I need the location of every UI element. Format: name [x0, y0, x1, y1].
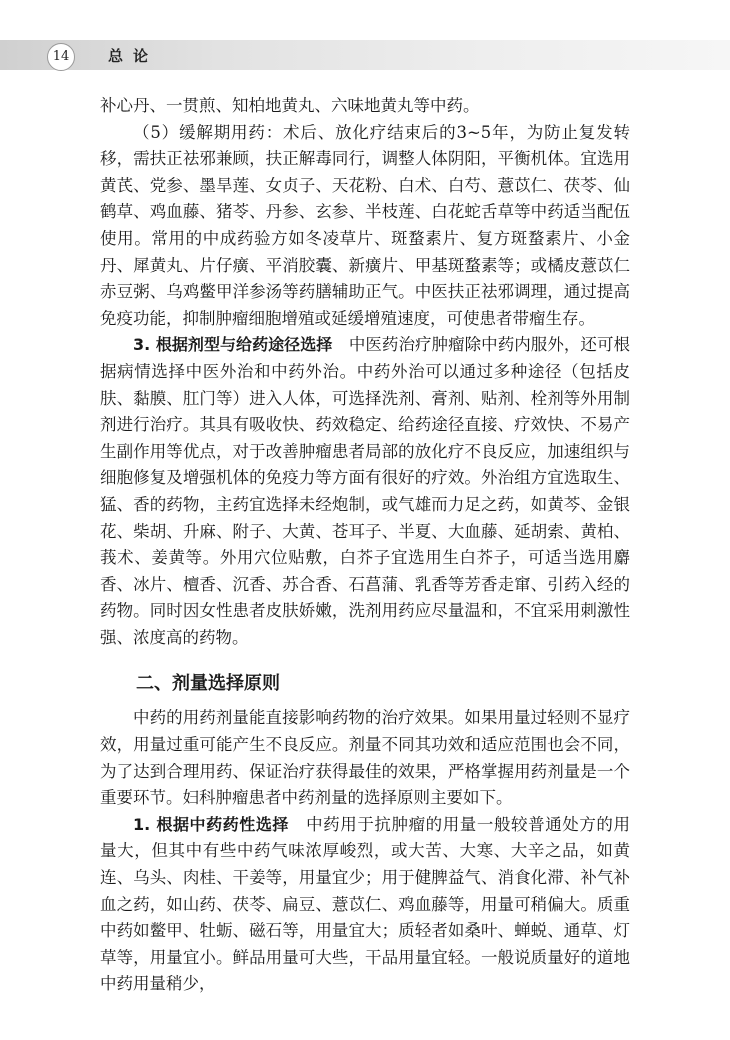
paragraph-1: 补心丹、一贯煎、知柏地黄丸、六味地黄丸等中药。 [100, 96, 480, 115]
paragraph-3-text: 中医药治疗肿瘤除中药内服外，还可根据病情选择中医外治和中药外治。中药外治可以通过多种途径（包括皮肤、黏膜、肛门等）进入人体，可选择洗剂、膏剂、贴剂、栓剂等外用制剂进行治疗。其具有吸收快、药效稳定、给药途径直接、疗效快、不易产生副作用等优点，对于改善肿瘤患者局部的放化疗不良反应，加速组织与细胞修复及增强机体的免疫力等方面有很好的疗效。外治组方宜选取生、猛、香的药物，主药宜选择未经炮制，或气雄而力足之药，如黄芩、金银花、柴胡、升麻、附子、大黄、苍耳子、半夏、大血藤、延胡索、黄柏、莪术、姜黄等。外用穴位贴敷，白芥子宜选用生白芥子，可适当选用麝香、冰片、檀香、沉香、苏合香、石菖蒲、乳香等芳香走窜、引药入经的药物。同时因女性患者皮肤娇嫩，洗剂用药应尽量温和，不宜采用刺激性强、浓度高的药物。 [100, 335, 630, 647]
paragraph-5-heading: 1. 根据中药药性选择 [133, 814, 289, 834]
paragraph-4: 中药的用药剂量能直接影响药物的治疗效果。如果用量过轻则不显疗效，用量过重可能产生不良反应。剂量不同其功效和适应范围也会不同，为了达到合理用药、保证治疗获得最佳的效果，严格掌握用药剂量是一个重要环节。妇科肿瘤患者中药剂量的选择原则主要如下。 [100, 708, 630, 808]
paragraph-5 [100, 812, 630, 998]
paragraph-2: （5）缓解期用药：术后、放化疗结束后的3~5年，为防止复发转移，需扶正祛邪兼顾，扶正解毒同行，调整人体阴阳，平衡机体。宜选用黄芪、党参、墨旱莲、女贞子、天花粉、白术、白芍、薏苡仁、茯苓、仙鹤草、鸡血藤、猪苓、丹参、玄参、半枝莲、白花蛇舌草等中药适当配伍使用。常用的中成药验方如冬凌草片、斑蝥素片、复方斑蝥素片、小金丹、犀黄丸、片仔癀、平消胶囊、新癀片、甲基斑蝥素等；或橘皮薏苡仁赤豆粥、乌鸡鳖甲洋参汤等药膳辅助正气。中医扶正祛邪调理，通过提高免疫功能，抑制肿瘤细胞增殖或延缓增殖速度，可使患者带瘤生存。 [100, 122, 630, 328]
paragraph-3-heading: 3. 根据剂型与给药途径选择 [133, 335, 333, 355]
running-header-title: 总论 [108, 47, 159, 65]
page-body [100, 93, 630, 998]
section-heading: 二、剂量选择原则 [136, 673, 280, 695]
page-number: 14 [47, 43, 75, 71]
paragraph-5-text: 中药用于抗肿瘤的用量一般较普通处方的用量大，但其中有些中药气味浓厚峻烈，或大苦、大寒、大辛之品，如黄连、乌头、肉桂、干姜等，用量宜少；用于健脾益气、消食化滞、补气补血之药，如山药、茯苓、扁豆、薏苡仁、鸡血藤等，用量可稍偏大。质重中药如鳖甲、牡蛎、磁石等，用量宜大；质轻者如桑叶、蝉蜕、通草、灯草等，用量宜小。鲜品用量可大些，干品用量宜轻。一般说质量好的道地中药用量稍少， [100, 814, 631, 994]
paragraph-3 [100, 332, 630, 651]
